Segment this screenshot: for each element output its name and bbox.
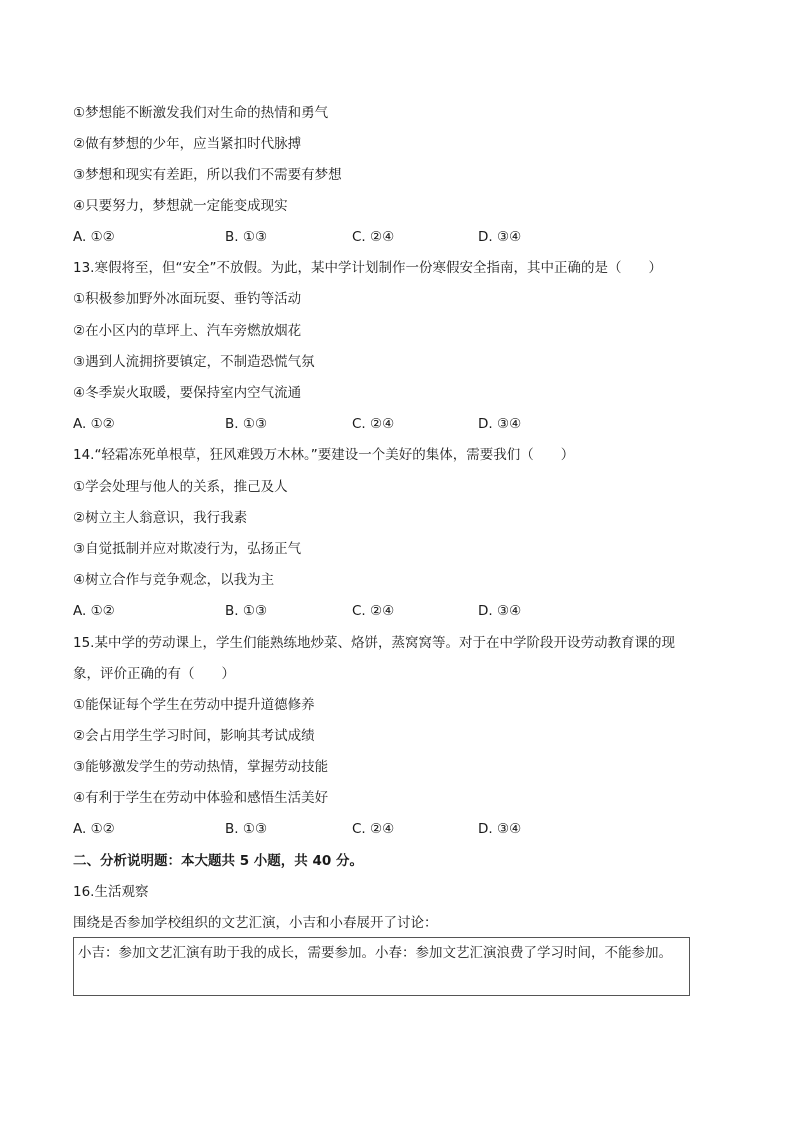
- q15-options: [73, 820, 673, 838]
- q14-option-d[interactable]: D. ③④: [478, 603, 522, 619]
- q13-statement-4: ④冬季炭火取暖，要保持室内空气流通: [73, 385, 302, 401]
- q16-dialogue-box: [73, 937, 690, 996]
- q13-statement-3: ③遇到人流拥挤要镇定，不制造恐慌气氛: [73, 354, 315, 370]
- q12-statement-2: ②做有梦想的少年，应当紧扣时代脉搏: [73, 136, 302, 152]
- q15-statement-1: ①能保证每个学生在劳动中提升道德修养: [73, 697, 315, 713]
- q13-option-c[interactable]: C. ②④: [352, 416, 395, 432]
- q15-statement-4: ④有利于学生在劳动中体验和感悟生活美好: [73, 790, 329, 806]
- q15-stem-line-2: 象，评价正确的有（ ）: [73, 666, 235, 682]
- q13-option-a[interactable]: A. ①②: [73, 416, 115, 432]
- q15-option-d[interactable]: D. ③④: [478, 821, 522, 837]
- q14-options: [73, 602, 673, 620]
- q15-option-c[interactable]: C. ②④: [352, 821, 395, 837]
- q13-option-b[interactable]: B. ①③: [225, 416, 268, 432]
- q13-stem: 13.寒假将至，但“安全”不放假。为此，某中学计划制作一份寒假安全指南，其中正确的是（ ）: [73, 260, 662, 276]
- q15-option-a[interactable]: A. ①②: [73, 821, 115, 837]
- q15-stem-line-1: 15.某中学的劳动课上，学生们能熟练地炒菜、烙饼，蒸窝窝等。对于在中学阶段开设劳动教育课的现: [73, 635, 675, 651]
- q13-options: [73, 415, 673, 433]
- section-2-heading: 二、分析说明题：本大题共 5 小题，共 40 分。: [73, 853, 363, 869]
- q12-statement-1: ①梦想能不断激发我们对生命的热情和勇气: [73, 105, 329, 121]
- q13-statement-2: ②在小区内的草坪上、汽车旁燃放烟花: [73, 323, 302, 339]
- q15-statement-3: ③能够激发学生的劳动热情，掌握劳动技能: [73, 759, 329, 775]
- q14-stem: 14.“轻霜冻死单根草，狂风难毁万木林。”要建设一个美好的集体，需要我们（ ）: [73, 447, 575, 463]
- q14-option-a[interactable]: A. ①②: [73, 603, 115, 619]
- q14-option-b[interactable]: B. ①③: [225, 603, 268, 619]
- q15-option-b[interactable]: B. ①③: [225, 821, 268, 837]
- q12-option-b[interactable]: B. ①③: [225, 229, 268, 245]
- q14-statement-2: ②树立主人翁意识，我行我素: [73, 510, 248, 526]
- q15-statement-2: ②会占用学生学习时间，影响其考试成绩: [73, 728, 315, 744]
- q14-option-c[interactable]: C. ②④: [352, 603, 395, 619]
- q12-option-c[interactable]: C. ②④: [352, 229, 395, 245]
- q16-dialogue-text: 小吉：参加文艺汇演有助于我的成长，需要参加。小春：参加文艺汇演浪费了学习时间，不能参加。: [78, 945, 672, 961]
- q12-option-a[interactable]: A. ①②: [73, 229, 115, 245]
- q12-options: [73, 228, 673, 246]
- q13-option-d[interactable]: D. ③④: [478, 416, 522, 432]
- q14-statement-3: ③自觉抵制并应对欺凌行为，弘扬正气: [73, 541, 302, 557]
- q13-statement-1: ①积极参加野外冰面玩耍、垂钓等活动: [73, 291, 302, 307]
- q12-statement-4: ④只要努力，梦想就一定能变成现实: [73, 198, 288, 214]
- q14-statement-1: ①学会处理与他人的关系，推己及人: [73, 479, 288, 495]
- q12-statement-3: ③梦想和现实有差距，所以我们不需要有梦想: [73, 167, 342, 183]
- q16-title: 16.生活观察: [73, 884, 149, 900]
- q16-intro: 围绕是否参加学校组织的文艺汇演，小吉和小春展开了讨论：: [73, 915, 438, 931]
- q12-option-d[interactable]: D. ③④: [478, 229, 522, 245]
- q14-statement-4: ④树立合作与竞争观念，以我为主: [73, 572, 275, 588]
